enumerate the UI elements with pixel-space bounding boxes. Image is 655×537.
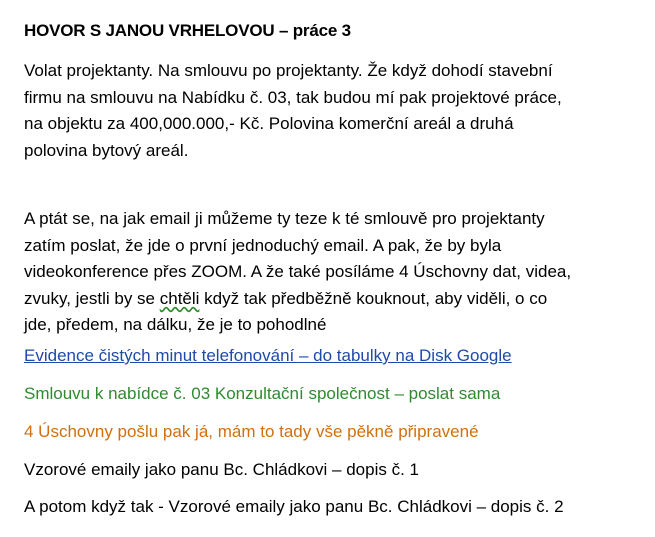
paragraph-email-question — [24, 206, 634, 339]
spellcheck-word: chtěli — [159, 288, 200, 308]
document-heading: HOVOR S JANOU VRHELOVOU – práce 3 — [24, 21, 351, 40]
task-link-evidence[interactable]: Evidence čistých minut telefonování – do tabulky na Disk Google — [24, 346, 512, 365]
task-storage-send: 4 Úschovny pošlu pak já, mám to tady vše pěkně připravené — [24, 422, 479, 441]
paragraph-text-part1: A ptát se, na jak email ji můžeme ty teze k té smlouvě pro projektanty zatím poslat, že jde o první jednoduchý email. A pak, že by byla videokonference přes ZOOM. A že také posíláme 4 Úschovny dat, videa, zvuky, jestli by se — [24, 209, 572, 308]
task-contract-consulting — [24, 384, 500, 404]
task-sample-email-1: Vzorové emaily jako panu Bc. Chládkovi – dopis č. 1 — [24, 460, 419, 479]
task-contract-text: Smlouvu k nabídce č. 03 Konzultační společnost – poslat sama — [24, 384, 501, 403]
paragraph-call-designers: Volat projektanty. Na smlouvu po projektanty. Že když dohodí stavební firmu na smlouvu na Nabídku č. 03, tak budou mí pak projektové práce, na objektu za 400,000.000,- Kč. Polovina komerční areál a druhá polovina bytový areál. — [24, 61, 562, 160]
task-sample-email-2: A potom když tak - Vzorové emaily jako panu Bc. Chládkovi – dopis č. 2 — [24, 497, 564, 516]
paragraph-text-part2: když tak předběžně kouknout, aby viděli, o co jde, předem, na dálku, že je to pohodlné — [24, 288, 548, 334]
